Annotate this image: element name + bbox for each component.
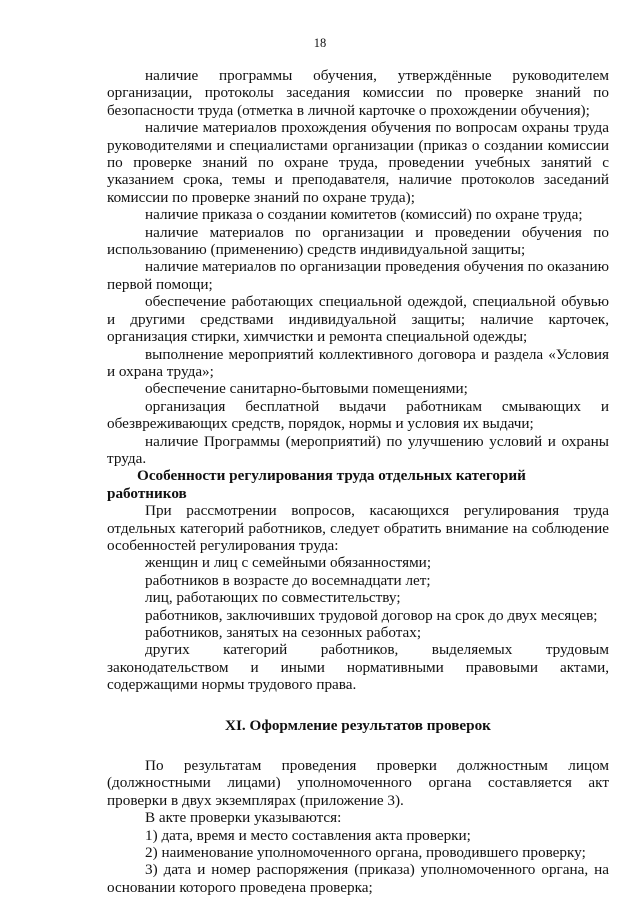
page-body <box>107 67 609 896</box>
paragraph-ppe-training: наличие материалов по организации и проведении обучения по использованию (применению) средств индивидуальной защиты; <box>107 223 609 259</box>
list-item-short-contract: работников, заключивших трудовой договор на срок до двух месяцев; <box>145 606 598 624</box>
list-item-women: женщин и лиц с семейными обязанностями; <box>145 554 432 572</box>
page-number: 18 <box>313 36 327 50</box>
list-item-act-authority: 2) наименование уполномоченного органа, проводившего проверку; <box>145 844 586 862</box>
paragraph-sanitary-facilities: обеспечение санитарно-бытовыми помещениями; <box>145 380 468 398</box>
paragraph-committee-order: наличие приказа о создании комитетов (комиссий) по охране труда; <box>145 206 583 224</box>
paragraph-collective-agreement: выполнение мероприятий коллективного договора и раздела «Условия и охрана труда»; <box>107 345 609 380</box>
paragraph-act-contents-intro: В акте проверки указываются: <box>145 809 342 827</box>
list-item-minors: работников в возрасте до восемнадцати лет; <box>145 571 431 589</box>
paragraph-inspection-act: По результатам проведения проверки должностным лицом (должностными лицами) уполномоченного органа составляется акт проверки в двух экземплярах (приложение 3). <box>107 757 609 809</box>
list-item-part-time: лиц, работающих по совместительству; <box>145 589 401 607</box>
section-heading-results: XI. Оформление результатов проверок <box>225 716 491 734</box>
list-item-other-categories: других категорий работников, выделяемых трудовым законодательством и иными нормативными правовыми актами, содержащими нормы трудового права. <box>107 641 609 694</box>
paragraph-first-aid: наличие материалов по организации проведения обучения по оказанию первой помощи; <box>107 258 609 293</box>
paragraph-training-materials: наличие материалов прохождения обучения по вопросам охраны труда руководителями и специалистами организации (приказ о создании комиссии по проверке знаний по охране труда, проведении учебных занятий с указанием срока, темы и преподавателя, наличие протоколов заседаний комиссии по проверке знаний по охране труда); <box>107 119 609 206</box>
paragraph-categories-intro: При рассмотрении вопросов, касающихся регулирования труда отдельных категорий работников, следует обратить внимание на соблюдение особенностей регулирования труда: <box>107 502 609 554</box>
paragraph-workwear: обеспечение работающих специальной одеждой, специальной обувью и другими средствами индивидуальной защиты; наличие карточек, организация стирки, химчистки и ремонта специальной одежды; <box>107 293 609 346</box>
paragraph-training-program: наличие программы обучения, утверждённые руководителем организации, протоколы заседания комиссии по проверке знаний по безопасности труда (отметка в личной карточке о прохождении обучения); <box>107 67 609 119</box>
list-item-act-order: 3) дата и номер распоряжения (приказа) уполномоченного органа, на основании которого проведена проверка; <box>107 861 609 896</box>
paragraph-cleaning-agents: организация бесплатной выдачи работникам смывающих и обезвреживающих средств, порядок, нормы и условия их выдачи; <box>107 397 609 433</box>
subheading-worker-categories: Особенности регулирования труда отдельных категорий работников <box>107 467 526 502</box>
list-item-act-date: 1) дата, время и место составления акта проверки; <box>145 826 471 844</box>
paragraph-improvement-program: наличие Программы (мероприятий) по улучшению условий и охраны труда. <box>107 432 609 467</box>
list-item-seasonal: работников, занятых на сезонных работах; <box>145 624 422 641</box>
